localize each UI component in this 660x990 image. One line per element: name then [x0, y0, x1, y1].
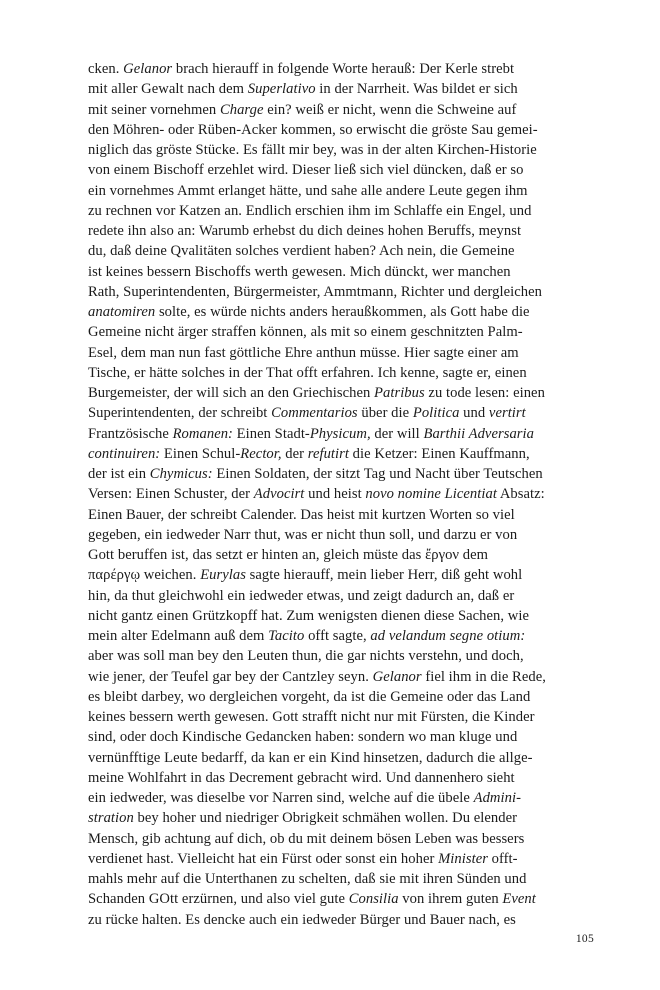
- text-line: Versen: Einen Schuster, der Advocirt und heist novo nomine Licentiat Absatz:: [88, 486, 545, 503]
- text-line: Einen Bauer, der schreibt Calender. Das heist mit kurtzen Worten so viel: [88, 506, 515, 523]
- text-line: keines bessern werth gewesen. Gott strafft nicht nur mit Fürsten, die Kinder: [88, 709, 535, 725]
- text-line: mit aller Gewalt nach dem Superlativo in der Narrheit. Was bildet er sich: [88, 81, 518, 98]
- text-line: aber was soll man bey den Leuten thun, die gar nichts verstehn, und doch,: [88, 648, 524, 665]
- text-line: Esel, dem man nun fast göttliche Ehre anthun müsse. Hier sagte einer am: [88, 344, 519, 361]
- text-line: Rath, Superintendenten, Bürgermeister, Ammtmann, Richter und dergleichen: [88, 283, 542, 300]
- text-line: Schanden GOtt erzürnen, und also viel gute Consilia von ihrem guten Event: [88, 891, 536, 908]
- text-line: anatomiren solte, es würde nichts anders heraußkommen, als Gott habe die: [88, 304, 530, 320]
- text-line: Burgemeister, der will sich an den Griechischen Patribus zu tode lesen: einen: [88, 385, 545, 401]
- text-line: verdienet hast. Vielleicht hat ein Fürst oder sonst ein hoher Minister offt-: [88, 850, 518, 867]
- text-line: den Möhren- oder Rüben-Acker kommen, so erwischt die gröste Sau gemei-: [88, 121, 538, 138]
- text-line: Gott beruffen ist, das setzt er hinten an, gleich müste das ἔργον dem: [88, 547, 489, 563]
- text-line: niglich das gröste Stücke. Es fällt mir bey, was in der alten Kirchen-Historie: [88, 142, 537, 158]
- text-line: vernünfftige Leute bedarff, da kan er ein Kind hinsetzen, dadurch die allge-: [88, 749, 533, 766]
- text-line: du, daß deine Qvalitäten solches verdient haben? Ach nein, die Gemeine: [88, 243, 515, 260]
- text-line: παρέργῳ weichen. Eurylas sagte hierauff, mein lieber Herr, diß geht wohl: [88, 567, 523, 584]
- text-line: ein iedweder, was dieselbe vor Narren sind, welche auf die übele Admini-: [88, 790, 521, 806]
- text-line: mit seiner vornehmen Charge ein? weiß er nicht, wenn die Schweine auf: [88, 101, 517, 118]
- text-line: Gemeine nicht ärger straffen können, als mit so einem geschnitzten Palm-: [88, 324, 523, 341]
- text-line: redete ihn also an: Warumb erhebst du dich deines hohen Beruffs, meynst: [88, 223, 522, 239]
- text-line: stration bey hoher und niedriger Obrigkeit schmähen wollen. Du elender: [88, 810, 518, 827]
- text-line: nicht gantz einen Grützkopff hat. Zum wenigsten dienen diese Sachen, wie: [88, 607, 530, 624]
- text-line: Tische, er hätte solches in der That offt erfahren. Ich kenne, sagte er, einen: [88, 364, 527, 381]
- text-line: cken. Gelanor brach hierauff in folgende Worte herauß: Der Kerle strebt: [88, 61, 515, 77]
- text-line: Mensch, gib achtung auf dich, ob du mit deinem bösen Leben was bessers: [88, 830, 525, 847]
- text-line: meine Wohlfahrt in das Decrement gebracht wird. Und dannenhero sieht: [88, 769, 515, 786]
- text-line: mahls mehr auf die Unterthanen zu schelten, daß sie mit ihren Sünden und: [88, 871, 527, 887]
- text-line: Superintendenten, der schreibt Commentarios über die Politica und vertirt: [88, 405, 526, 422]
- text-line: der ist ein Chymicus: Einen Soldaten, der sitzt Tag und Nacht über Teutschen: [88, 466, 543, 482]
- text-line: es bleibt darbey, wo dergleichen vorgeht, da ist die Gemeine oder das Land: [88, 688, 531, 705]
- text-line: continuiren: Einen Schul-Rector, der refutirt die Ketzer: Einen Kauffmann,: [88, 445, 530, 462]
- text-line: ist keines bessern Bischoffs werth gewesen. Mich dünckt, wer manchen: [88, 263, 511, 280]
- text-line: zu rechnen vor Katzen an. Endlich erschien ihm im Schlaffe ein Engel, und: [88, 202, 532, 219]
- text-line: hin, da thut gleichwohl ein iedweder etwas, und zeigt dadurch an, daß er: [88, 587, 515, 604]
- text-line: mein alter Edelmann auß dem Tacito offt sagte, ad velandum segne otium:: [88, 628, 526, 644]
- text-line: wie jener, der Teufel gar bey der Cantzley seyn. Gelanor fiel ihm in die Rede,: [88, 668, 546, 685]
- text-line: sind, oder doch Kindische Gedancken haben: sondern wo man kluge und: [88, 729, 518, 746]
- body-text: [88, 59, 577, 930]
- text-line: ein vornehmes Ammt erlanget hätte, und sahe alle andere Leute gegen ihm: [88, 182, 528, 199]
- page-number: 105: [575, 933, 594, 945]
- text-line: von einem Bischoff erzehlet wird. Dieser ließ sich viel düncken, daß er so: [88, 162, 524, 179]
- text-line: Frantzösische Romanen: Einen Stadt-Physicum, der will Barthii Adversaria: [88, 425, 534, 442]
- text-line: gegeben, ein iedweder Narr thut, was er nicht thun soll, und darzu er von: [88, 526, 518, 543]
- text-line: zu rücke halten. Es dencke auch ein iedweder Bürger und Bauer nach, es: [88, 911, 516, 928]
